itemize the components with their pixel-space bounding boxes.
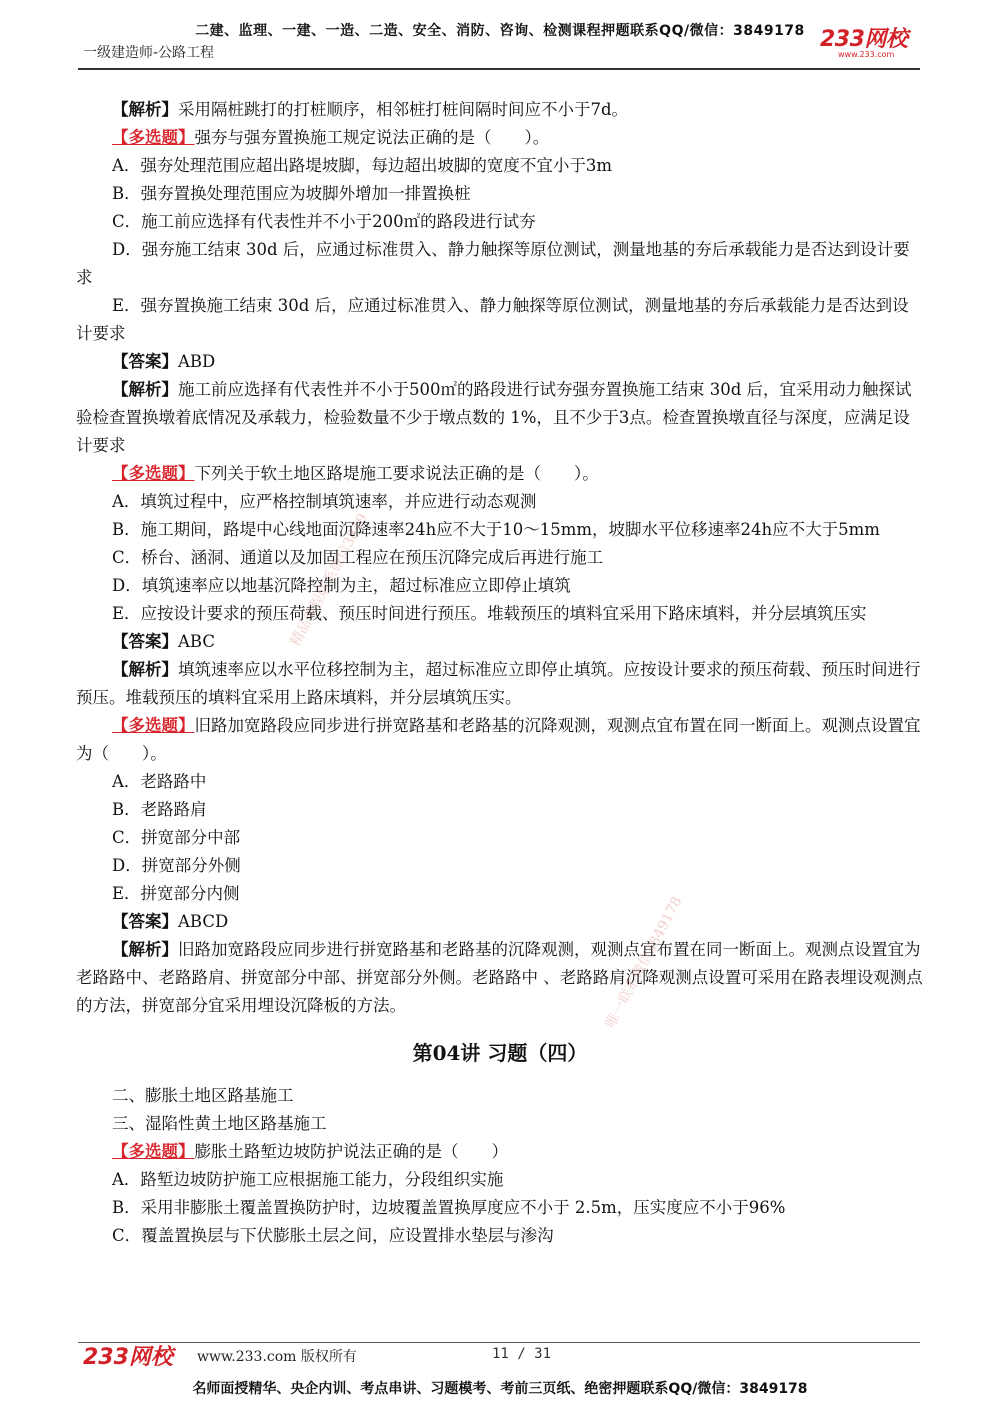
top-banner: 二建、监理、一建、一造、二造、安全、消防、咨询、检测课程押题联系QQ/微信：3849178: [195, 23, 805, 39]
analysis-paragraph: 【解析】旧路加宽路段应同步进行拼宽路基和老路基的沉降观测，观测点宜布置在同一断面上。观测点设置宜为老路路中、老路路肩、拼宽部分中部、拼宽部分外侧。老路路中 、老路路肩沉降观测点设置可采用在路表埋设观测点的方法，拼宽部分宜采用埋设沉降板的方法。: [76, 940, 923, 1015]
question-option: D．填筑速率应以地基沉降控制为主，超过标准应立即停止填筑: [112, 576, 571, 595]
question-option: E．强夯置换施工结束 30d 后，应通过标准贯入、静力触探等原位测试，测量地基的夯后承载能力是否达到设计要求: [76, 296, 909, 343]
bottom-banner: 名师面授精华、央企内训、考点串讲、习题模考、考前三页纸、绝密押题联系QQ/微信：3849178: [192, 1381, 808, 1397]
document-subject: 一级建造师-公路工程: [83, 45, 215, 61]
question-option: D．强夯施工结束 30d 后，应通过标准贯入、静力触探等原位测试，测量地基的夯后承载能力是否达到设计要求: [76, 240, 910, 287]
question-option: C．桥台、涵洞、通道以及加固工程应在预压沉降完成后再进行施工: [112, 548, 604, 567]
question-option: B．采用非膨胀土覆盖置换防护时，边坡覆盖置换厚度应不小于 2.5m，压实度应不小于96%: [112, 1198, 786, 1217]
question-option: C．施工前应选择有代表性并不小于200㎡的路段进行试夯: [112, 212, 536, 231]
subsection-heading: 三、湿陷性黄土地区路基施工: [112, 1114, 327, 1133]
question-option: B．施工期间，路堤中心线地面沉降速率24h应不大于10～15mm，坡脚水平位移速率24h应不大于5mm: [112, 520, 880, 539]
footer-copyright: www.233.com 版权所有: [197, 1349, 357, 1365]
subsection-heading: 二、膨胀土地区路基施工: [112, 1086, 294, 1105]
question-option: A．老路路中: [112, 772, 207, 791]
section-title: 第04讲 习题（四）: [412, 1041, 588, 1065]
analysis-paragraph: 【解析】施工前应选择有代表性并不小于500㎡的路段进行试夯强夯置换施工结束 30d 后，宜采用动力触探试验检查置换墩着底情况及承载力，检验数量不少于墩点数的 1%，且不少于3点。检查置换墩直径与深度，应满足设计要求: [76, 380, 912, 455]
multi-choice-tag: 【多选题】: [112, 1142, 195, 1161]
question-option: A．填筑过程中，应严格控制填筑速率，并应进行动态观测: [112, 492, 537, 511]
question-stem: 【多选题】下列关于软土地区路堤施工要求说法正确的是（ ）。: [112, 464, 599, 483]
question-stem: 【多选题】强夯与强夯置换施工规定说法正确的是（ ）。: [112, 128, 550, 147]
question-option: A．强夯处理范围应超出路堤坡脚，每边超出坡脚的宽度不宜小于3m: [112, 156, 613, 175]
answer-line: 【答案】ABCD: [112, 912, 229, 931]
analysis-paragraph: 【解析】填筑速率应以水平位移控制为主，超过标准应立即停止填筑。应按设计要求的预压荷载、预压时间进行预压。堆载预压的填料宜采用上路床填料，并分层填筑压实。: [76, 660, 921, 707]
brand-logo-text: 233网校: [820, 27, 908, 52]
question-option: B．强夯置换处理范围应为坡脚外增加一排置换桩: [112, 184, 471, 203]
watermark: 唯一联系微信3849178: [602, 894, 686, 1031]
header-divider: [78, 68, 920, 70]
footer-divider: [78, 1342, 920, 1343]
page-number: 11 / 31: [492, 1346, 552, 1362]
question-stem: 【多选题】旧路加宽路段应同步进行拼宽路基和老路基的沉降观测，观测点宜布置在同一断面上。观测点设置宜为（ ）。: [76, 716, 921, 763]
multi-choice-tag: 【多选题】: [112, 716, 195, 735]
question-option: E．拼宽部分内侧: [112, 884, 240, 903]
question-option: D．拼宽部分外侧: [112, 856, 241, 875]
question-option: A．路堑边坡防护施工应根据施工能力，分段组织实施: [112, 1170, 504, 1189]
brand-logo-url: www.233.com: [838, 50, 895, 59]
answer-line: 【答案】ABD: [112, 352, 216, 371]
footer-logo: 233网校: [83, 1345, 173, 1370]
question-option: E．应按设计要求的预压荷载、预压时间进行预压。堆载预压的填料宜采用下路床填料，并分层填筑压实: [112, 604, 867, 623]
question-option: B．老路路肩: [112, 800, 207, 819]
question-option: C．覆盖置换层与下伏膨胀土层之间，应设置排水垫层与渗沟: [112, 1226, 554, 1245]
multi-choice-tag: 【多选题】: [112, 128, 195, 147]
brand-logo: [820, 28, 920, 62]
answer-line: 【答案】ABC: [112, 632, 215, 651]
watermark: 精品课程联系微信3849: [287, 511, 372, 649]
question-option: C．拼宽部分中部: [112, 828, 241, 847]
multi-choice-tag: 【多选题】: [112, 464, 195, 483]
analysis-paragraph: 【解析】采用隔桩跳打的打桩顺序，相邻桩打桩间隔时间应不小于7d。: [112, 100, 629, 119]
document-body: [76, 96, 924, 1250]
question-stem: 【多选题】膨胀土路堑边坡防护说法正确的是（ ）: [112, 1142, 508, 1161]
